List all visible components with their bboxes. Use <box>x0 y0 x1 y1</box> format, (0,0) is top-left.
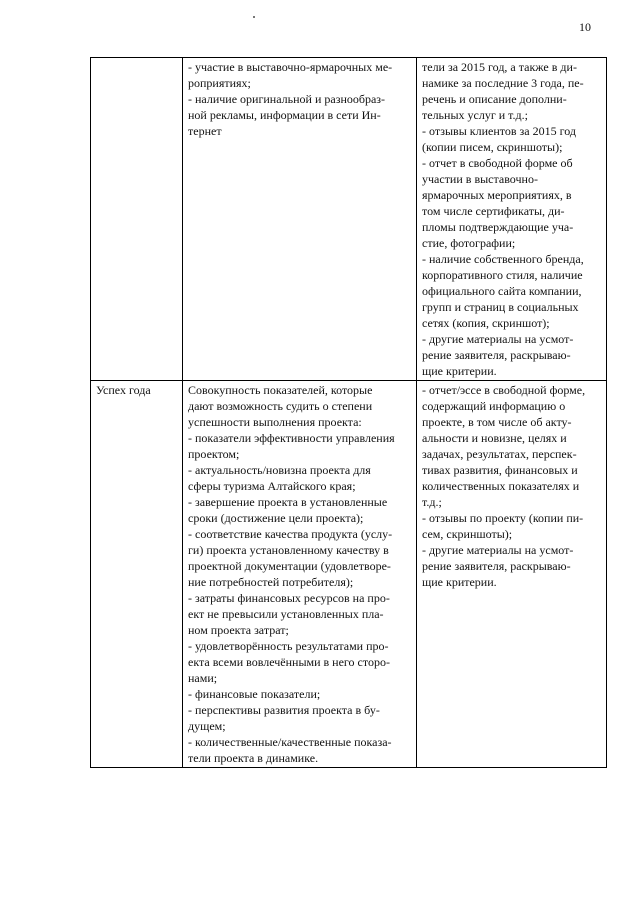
indicators-cell: - участие в выставочно-ярмарочных ме- роприятиях; - наличие оригинальной и разнообраз- ной рекламы, информации в сети Ин- тернет <box>183 58 417 381</box>
documents-cell: - отчет/эссе в свободной форме, содержащий информацию о проекте, в том числе об акту- альности и новизне, целях и задачах, результатах, перспек- тивах развития, финансовых и количественных показателях и т.д.; - отзывы по проекту (копии пи- сем, скриншоты); - другие материалы на усмот- рение заявителя, раскрываю- щие критерии. <box>417 381 607 768</box>
criterion-cell: Успех года <box>91 381 183 768</box>
table-row <box>91 381 607 768</box>
page-number: 10 <box>579 20 591 34</box>
table-row <box>91 58 607 381</box>
documents-cell: тели за 2015 год, а также в ди- намике за последние 3 года, пе- речень и описание дополни- тельных услуг и т.д.; - отзывы клиентов за 2015 год (копии писем, скриншоты); - отчет в свободной форме об участии в выставочно- ярмарочных мероприятиях, в том числе сертификаты, ди- пломы подтверждающие уча- стие, фотографии; - наличие собственного бренда, корпоративного стиля, наличие официального сайта компании, групп и страниц в социальных сетях (копия, скриншот); - другие материалы на усмот- рение заявителя, раскрываю- щие критерии. <box>417 58 607 381</box>
criteria-table <box>90 57 607 768</box>
indicators-cell: Совокупность показателей, которые дают возможность судить о степени успешности выполнения проекта: - показатели эффективности управления проектом; - актуальность/новизна проекта для сферы туризма Алтайского края; - завершение проекта в установленные сроки (достижение цели проекта); - соответствие качества продукта (услу- ги) проекта установленному качеству в проектной документации (удовлетворе- ние потребностей потребителя); - затраты финансовых ресурсов на про- ект не превысили установленных пла- ном проекта затрат; - удовлетворённость результатами про- екта всеми вовлечёнными в него сторо- нами; - финансовые показатели; - перспективы развития проекта в бу- дущем; - количественные/качественные показа- тели проекта в динамике. <box>183 381 417 768</box>
scan-dot <box>253 16 255 18</box>
criterion-cell <box>91 58 183 381</box>
